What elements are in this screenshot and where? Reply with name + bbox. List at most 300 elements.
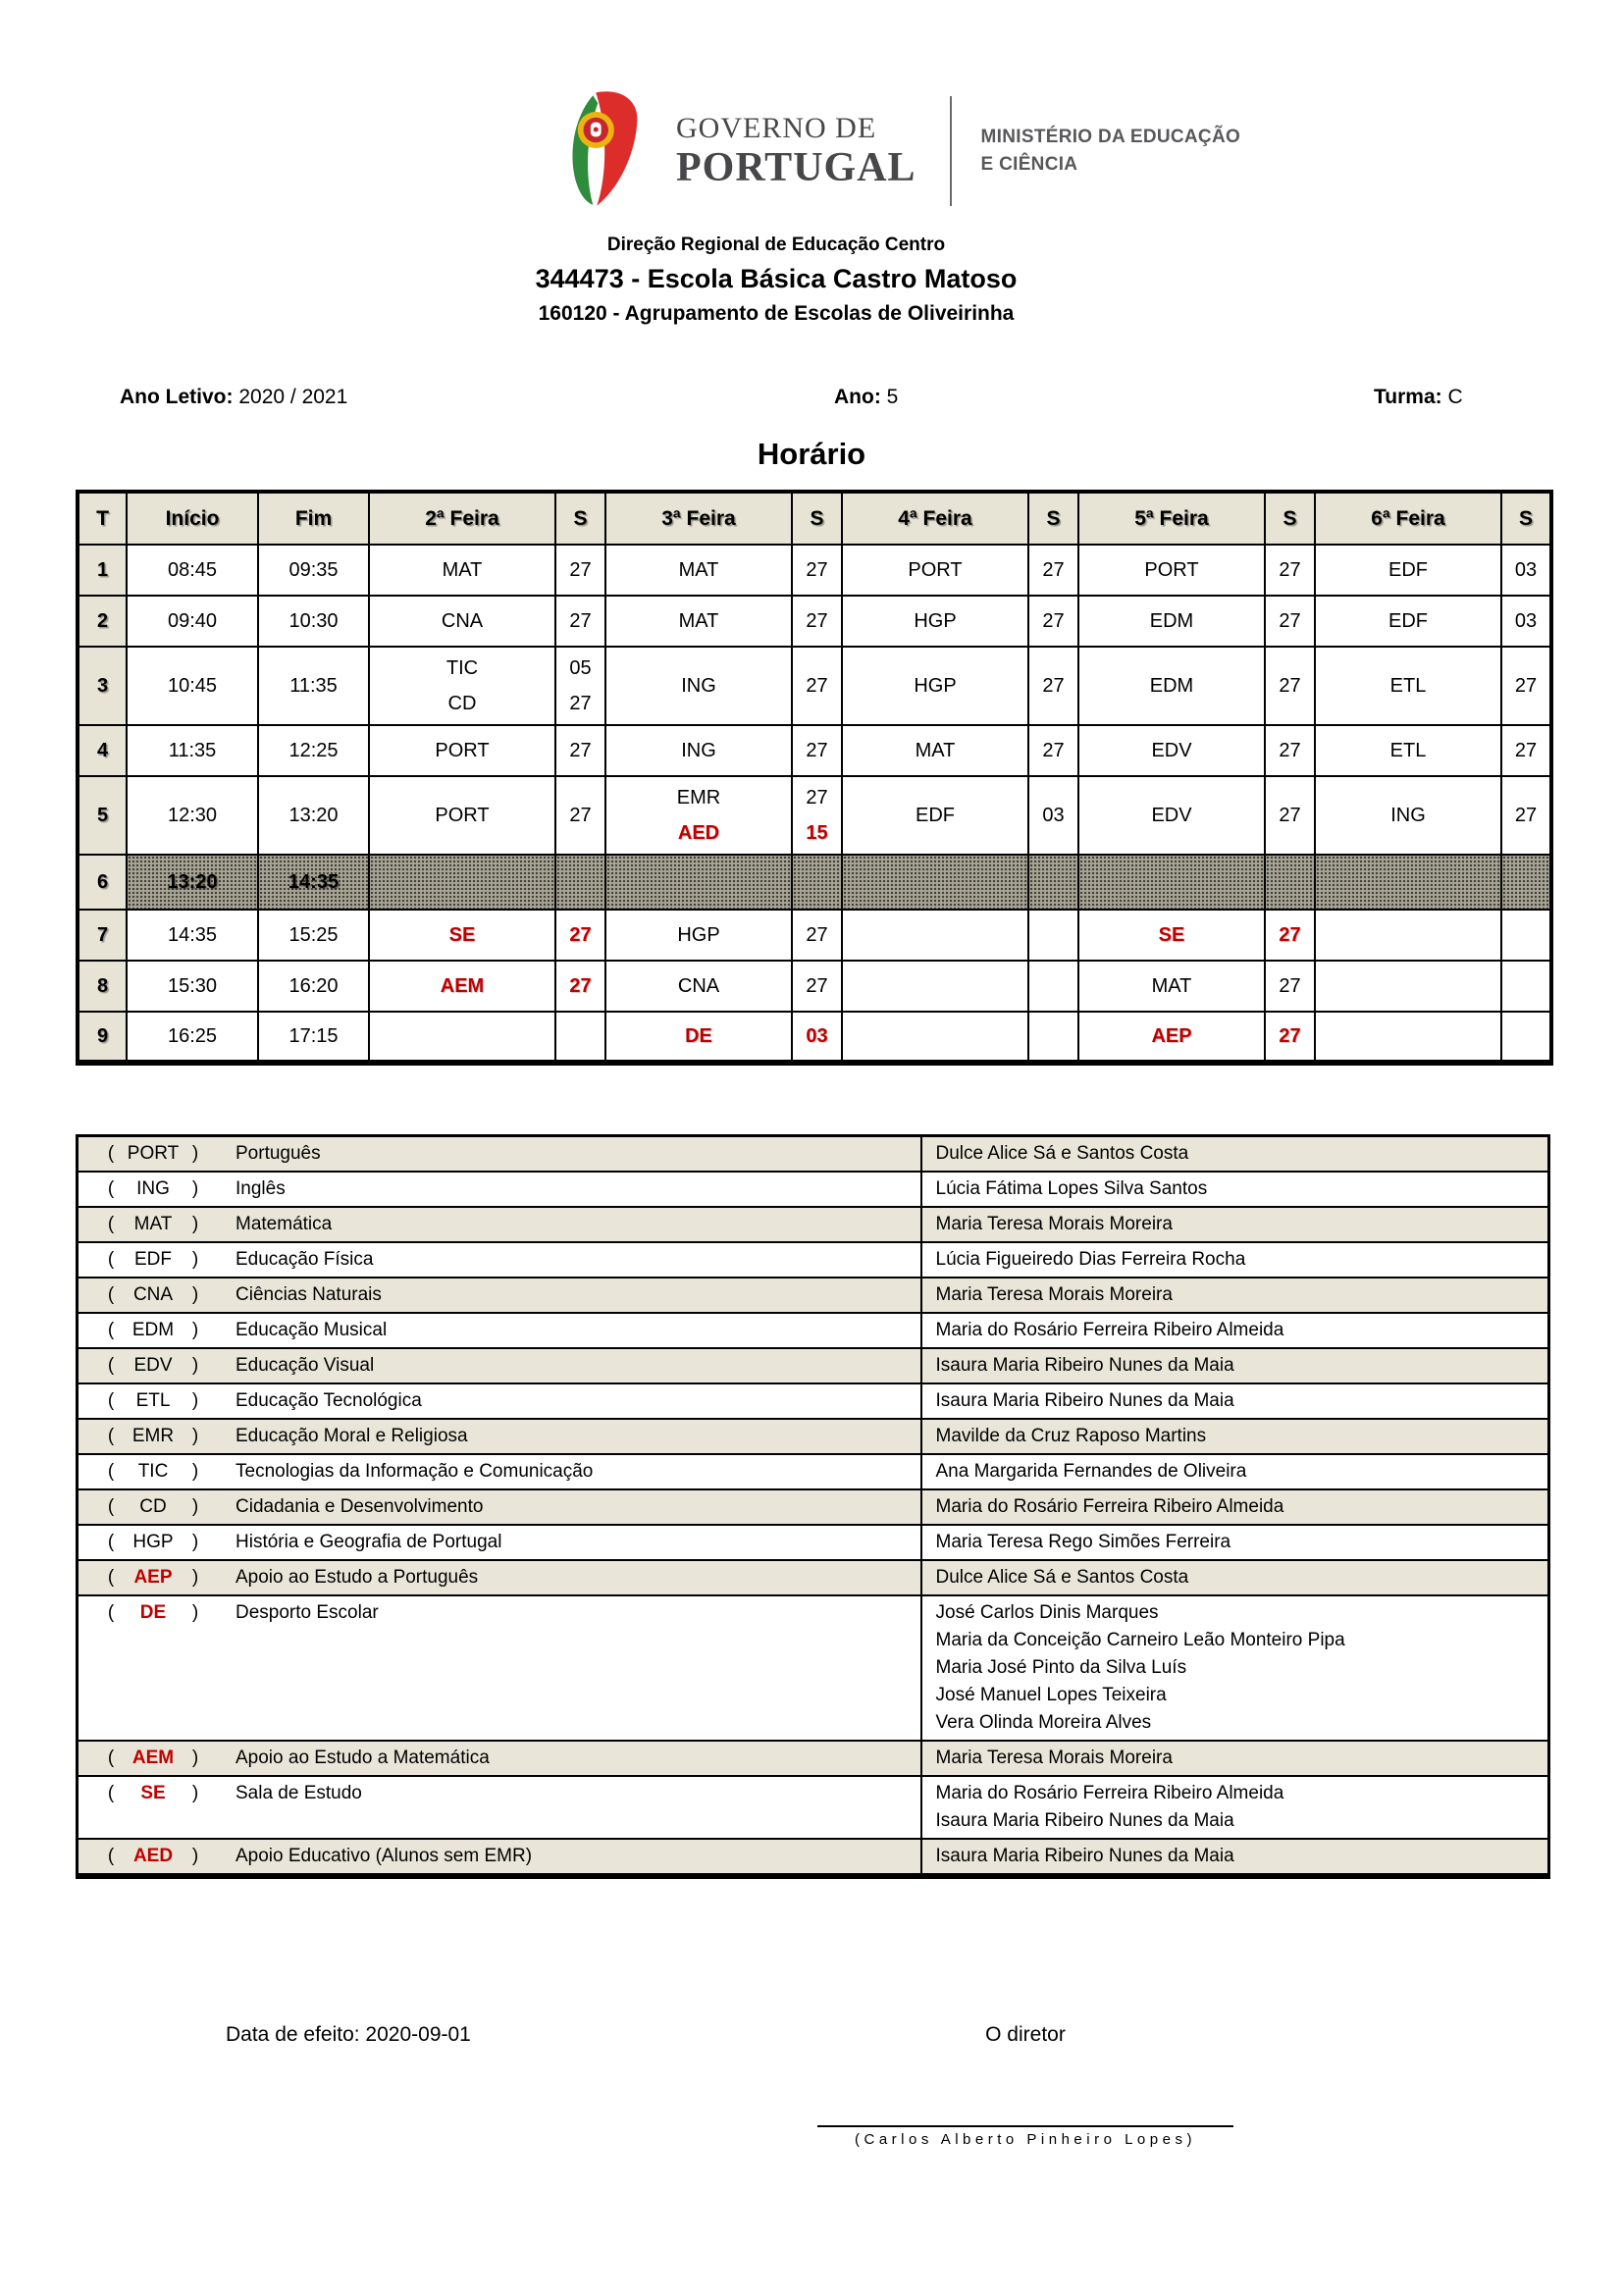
subject-entry: EDF bbox=[916, 805, 955, 827]
timetable-subject-cell bbox=[842, 647, 1028, 725]
subject-entry: 27 bbox=[1042, 559, 1065, 582]
timetable-start-time-cell: 16:25 bbox=[127, 1012, 258, 1063]
timetable-subject-cell bbox=[369, 910, 555, 961]
teacher-name: Isaura Maria Ribeiro Nunes da Maia bbox=[935, 1390, 1234, 1412]
legend-subject-cell bbox=[78, 1776, 921, 1839]
subject-entry: MAT bbox=[678, 610, 719, 633]
legend-subject-cell bbox=[78, 1383, 921, 1419]
effective-date: Data de efeito: 2020-09-01 bbox=[226, 2023, 471, 2046]
timetable-end-time-cell: 09:35 bbox=[258, 545, 369, 596]
paren-open: ( bbox=[107, 1496, 115, 1518]
timetable-room-cell bbox=[1265, 776, 1315, 855]
timetable-row bbox=[78, 910, 1551, 961]
timetable-subject-cell bbox=[1315, 725, 1501, 776]
subject-name: História e Geografia de Portugal bbox=[236, 1532, 502, 1553]
paren-close: ) bbox=[191, 1461, 199, 1483]
timetable-subject-cell bbox=[1078, 725, 1265, 776]
timetable-room-cell bbox=[1028, 596, 1078, 647]
legend-subject-cell bbox=[78, 1278, 921, 1313]
paren-open: ( bbox=[107, 1143, 115, 1165]
legend-subject-cell bbox=[78, 1595, 921, 1741]
timetable-start-time-cell: 15:30 bbox=[127, 961, 258, 1012]
timetable-room-cell bbox=[555, 725, 605, 776]
timetable-subject-cell bbox=[842, 961, 1028, 1012]
timetable-room-cell bbox=[1028, 545, 1078, 596]
paren-open: ( bbox=[107, 1249, 115, 1271]
teacher-name: Dulce Alice Sá e Santos Costa bbox=[935, 1567, 1189, 1589]
timetable-header-cell: 3ª Feira bbox=[605, 492, 792, 545]
timetable-subject-cell bbox=[369, 1012, 555, 1063]
subject-code: EDV bbox=[133, 1355, 173, 1377]
timetable-header-cell: S bbox=[792, 492, 842, 545]
legend-subject-cell bbox=[78, 1172, 921, 1207]
subject-entry: CNA bbox=[677, 975, 720, 998]
paren-close: ) bbox=[191, 1284, 199, 1306]
support-entry: 27 bbox=[1279, 1025, 1301, 1048]
timetable-room-cell bbox=[792, 776, 842, 855]
subject-entry: 27 bbox=[1514, 805, 1538, 827]
timetable-subject-cell bbox=[1078, 776, 1265, 855]
subject-entry: CD bbox=[447, 693, 477, 715]
timetable-subject-cell bbox=[1315, 776, 1501, 855]
subject-entry: 27 bbox=[806, 787, 828, 809]
subject-name: Tecnologias da Informação e Comunicação bbox=[236, 1461, 594, 1483]
timetable-period-cell: 8 bbox=[78, 961, 127, 1012]
teacher-name: Maria Teresa Morais Moreira bbox=[935, 1214, 1173, 1235]
support-entry: AED bbox=[677, 822, 720, 845]
subject-entry: PORT bbox=[435, 740, 490, 762]
subject-code: CD bbox=[139, 1496, 167, 1518]
timetable-subject-cell bbox=[1078, 961, 1265, 1012]
teacher-name: Maria Teresa Rego Simões Ferreira bbox=[935, 1532, 1231, 1553]
timetable-row bbox=[78, 596, 1551, 647]
signature-line bbox=[817, 2047, 1233, 2127]
timetable-subject-cell bbox=[605, 1012, 792, 1063]
paren-close: ) bbox=[191, 1214, 199, 1235]
timetable-room-cell bbox=[792, 725, 842, 776]
timetable-period-cell: 9 bbox=[78, 1012, 127, 1063]
legend-row bbox=[78, 1419, 1549, 1454]
support-entry: 27 bbox=[569, 975, 592, 998]
timetable-room-cell bbox=[1501, 647, 1551, 725]
timetable-subject-cell bbox=[842, 855, 1028, 910]
timetable-room-cell bbox=[1265, 855, 1315, 910]
paren-close: ) bbox=[191, 1426, 199, 1447]
timetable-subject-cell bbox=[842, 1012, 1028, 1063]
subject-entry: PORT bbox=[435, 805, 490, 827]
subject-entry: EDF bbox=[1388, 610, 1428, 633]
subject-name: Matemática bbox=[236, 1214, 333, 1235]
subject-code: AEM bbox=[131, 1748, 175, 1769]
subject-entry: EMR bbox=[676, 787, 721, 809]
timetable-room-cell bbox=[1501, 725, 1551, 776]
subject-entry: EDF bbox=[1388, 559, 1428, 582]
timetable-room-cell bbox=[1265, 961, 1315, 1012]
subject-name: Sala de Estudo bbox=[236, 1783, 362, 1804]
legend-row bbox=[78, 1136, 1549, 1173]
subject-code: MAT bbox=[133, 1214, 173, 1235]
portugal-flag-icon bbox=[564, 90, 651, 212]
subject-code: CNA bbox=[132, 1284, 174, 1306]
subject-code: ETL bbox=[135, 1390, 171, 1412]
timetable-subject-cell bbox=[1315, 545, 1501, 596]
timetable-room-cell bbox=[1028, 855, 1078, 910]
timetable-end-time-cell: 12:25 bbox=[258, 725, 369, 776]
timetable-subject-cell bbox=[1315, 647, 1501, 725]
teacher-name: Maria do Rosário Ferreira Ribeiro Almeida bbox=[935, 1320, 1284, 1341]
teacher-name: José Carlos Dinis Marques bbox=[935, 1602, 1159, 1624]
grade bbox=[834, 386, 898, 409]
timetable-room-cell bbox=[1501, 545, 1551, 596]
timetable-header-cell: S bbox=[1501, 492, 1551, 545]
subject-entry: 27 bbox=[806, 675, 828, 698]
teacher-name: Lúcia Figueiredo Dias Ferreira Rocha bbox=[935, 1249, 1246, 1271]
support-entry: 03 bbox=[806, 1025, 828, 1048]
school-name: 344473 - Escola Básica Castro Matoso bbox=[535, 263, 1018, 293]
timetable-end-time-cell: 17:15 bbox=[258, 1012, 369, 1063]
timetable-room-cell bbox=[555, 961, 605, 1012]
paren-open: ( bbox=[107, 1532, 115, 1553]
timetable-subject-cell bbox=[842, 910, 1028, 961]
legend-row bbox=[78, 1741, 1549, 1776]
legend-teacher-cell bbox=[921, 1595, 1549, 1741]
timetable-subject-cell bbox=[842, 596, 1028, 647]
timetable-start-time-cell: 14:35 bbox=[127, 910, 258, 961]
subject-code: EDF bbox=[134, 1249, 172, 1271]
subject-code: ING bbox=[136, 1178, 170, 1200]
subject-entry: ETL bbox=[1389, 675, 1427, 698]
subject-entry: 27 bbox=[569, 610, 592, 633]
legend-teacher-cell bbox=[921, 1383, 1549, 1419]
timetable-header-cell: S bbox=[555, 492, 605, 545]
timetable-header-cell: 4ª Feira bbox=[842, 492, 1028, 545]
timetable-room-cell bbox=[792, 596, 842, 647]
paren-close: ) bbox=[191, 1748, 199, 1769]
director-label: O diretor bbox=[985, 2023, 1066, 2046]
legend-subject-cell bbox=[78, 1741, 921, 1776]
subject-entry: 27 bbox=[1279, 559, 1301, 582]
legend-teacher-cell bbox=[921, 1489, 1549, 1525]
school-year-label: Ano Letivo: bbox=[120, 386, 234, 409]
subject-entry: 27 bbox=[1514, 740, 1538, 762]
paren-open: ( bbox=[107, 1783, 115, 1804]
legend-subject-cell bbox=[78, 1313, 921, 1348]
subject-entry: 27 bbox=[1042, 675, 1065, 698]
subject-entry: 27 bbox=[806, 924, 828, 947]
subject-entry: 27 bbox=[806, 610, 828, 633]
subject-code: SE bbox=[140, 1783, 166, 1804]
paren-open: ( bbox=[107, 1426, 115, 1447]
timetable-room-cell bbox=[555, 545, 605, 596]
paren-open: ( bbox=[107, 1214, 115, 1235]
subject-name: Ciências Naturais bbox=[236, 1284, 382, 1306]
legend-teacher-cell bbox=[921, 1207, 1549, 1242]
timetable-start-time-cell: 12:30 bbox=[127, 776, 258, 855]
timetable-end-time-cell: 15:25 bbox=[258, 910, 369, 961]
paren-close: ) bbox=[191, 1178, 199, 1200]
subject-code: EDM bbox=[131, 1320, 175, 1341]
legend-teacher-cell bbox=[921, 1776, 1549, 1839]
paren-close: ) bbox=[191, 1320, 199, 1341]
subject-entry: 27 bbox=[806, 559, 828, 582]
paren-close: ) bbox=[191, 1783, 199, 1804]
subject-code: EMR bbox=[131, 1426, 175, 1447]
timetable-header-cell: T bbox=[78, 492, 127, 545]
support-entry: SE bbox=[1158, 924, 1185, 947]
subject-entry: EDV bbox=[1151, 740, 1192, 762]
legend-teacher-cell bbox=[921, 1525, 1549, 1560]
subject-entry: ING bbox=[681, 675, 716, 698]
timetable-room-cell bbox=[555, 596, 605, 647]
logo-divider bbox=[950, 96, 952, 206]
subject-entry: MAT bbox=[442, 559, 483, 582]
paren-open: ( bbox=[107, 1748, 115, 1769]
paren-open: ( bbox=[107, 1284, 115, 1306]
timetable-subject-cell bbox=[1078, 647, 1265, 725]
teacher-name: Maria José Pinto da Silva Luís bbox=[935, 1657, 1187, 1679]
timetable-row bbox=[78, 725, 1551, 776]
timetable-start-time-cell: 11:35 bbox=[127, 725, 258, 776]
timetable-header-cell: S bbox=[1265, 492, 1315, 545]
timetable-subject-cell bbox=[1315, 910, 1501, 961]
legend-row bbox=[78, 1242, 1549, 1278]
subject-code: AED bbox=[132, 1846, 174, 1867]
legend-row bbox=[78, 1172, 1549, 1207]
teacher-name: Mavilde da Cruz Raposo Martins bbox=[935, 1426, 1207, 1447]
legend-row bbox=[78, 1383, 1549, 1419]
class-value: C bbox=[1447, 386, 1463, 409]
teacher-name: Isaura Maria Ribeiro Nunes da Maia bbox=[935, 1355, 1234, 1377]
paren-close: ) bbox=[191, 1602, 199, 1624]
subject-entry: 27 bbox=[1279, 675, 1301, 698]
subject-entry: 27 bbox=[569, 740, 592, 762]
timetable-row bbox=[78, 545, 1551, 596]
timetable-subject-cell bbox=[842, 725, 1028, 776]
timetable-room-cell bbox=[1265, 596, 1315, 647]
timetable-subject-cell bbox=[605, 596, 792, 647]
timetable-subject-cell bbox=[1315, 596, 1501, 647]
legend-subject-cell bbox=[78, 1560, 921, 1595]
teacher-name: Maria do Rosário Ferreira Ribeiro Almeida bbox=[935, 1783, 1284, 1804]
subject-name: Apoio ao Estudo a Matemática bbox=[236, 1748, 490, 1769]
subject-entry: 27 bbox=[1279, 610, 1301, 633]
timetable-room-cell bbox=[792, 1012, 842, 1063]
subject-name: Desporto Escolar bbox=[236, 1602, 379, 1624]
support-entry: AEP bbox=[1151, 1025, 1192, 1048]
subject-name: Cidadania e Desenvolvimento bbox=[236, 1496, 484, 1518]
teacher-name: Maria Teresa Morais Moreira bbox=[935, 1284, 1173, 1306]
timetable-start-time-cell: 09:40 bbox=[127, 596, 258, 647]
teacher-name: Dulce Alice Sá e Santos Costa bbox=[935, 1143, 1189, 1165]
legend-subject-cell bbox=[78, 1419, 921, 1454]
timetable-end-time-cell: 10:30 bbox=[258, 596, 369, 647]
legend-row bbox=[78, 1560, 1549, 1595]
timetable-subject-cell bbox=[369, 776, 555, 855]
subject-name: Português bbox=[236, 1143, 321, 1165]
timetable-period-cell: 6 bbox=[78, 855, 127, 910]
legend-teacher-cell bbox=[921, 1560, 1549, 1595]
subject-name: Educação Musical bbox=[236, 1320, 388, 1341]
timetable-room-cell bbox=[1028, 910, 1078, 961]
support-entry: 27 bbox=[1279, 924, 1301, 947]
timetable-subject-cell bbox=[369, 961, 555, 1012]
timetable-room-cell bbox=[1501, 776, 1551, 855]
subject-entry: 03 bbox=[1042, 805, 1065, 827]
subject-code: AEP bbox=[133, 1567, 173, 1589]
school-year bbox=[120, 386, 347, 409]
ministry-line1: MINISTÉRIO DA EDUCAÇÃO bbox=[980, 127, 1241, 148]
timetable-row bbox=[78, 961, 1551, 1012]
legend-row bbox=[78, 1839, 1549, 1876]
subject-name: Inglês bbox=[236, 1178, 286, 1200]
subject-entry: 27 bbox=[569, 805, 592, 827]
timetable-subject-cell bbox=[1315, 855, 1501, 910]
grade-value: 5 bbox=[886, 386, 899, 409]
timetable-subject-cell bbox=[842, 545, 1028, 596]
subject-entry: PORT bbox=[1144, 559, 1199, 582]
timetable-row bbox=[78, 855, 1551, 910]
teacher-name: Maria Teresa Morais Moreira bbox=[935, 1748, 1173, 1769]
legend-teacher-cell bbox=[921, 1278, 1549, 1313]
support-entry: SE bbox=[448, 924, 476, 947]
support-entry: 27 bbox=[569, 924, 592, 947]
legend-row bbox=[78, 1207, 1549, 1242]
teacher-name: Isaura Maria Ribeiro Nunes da Maia bbox=[935, 1810, 1234, 1832]
timetable-start-time-cell: 10:45 bbox=[127, 647, 258, 725]
subject-entry: EDM bbox=[1149, 675, 1194, 698]
paren-close: ) bbox=[191, 1532, 199, 1553]
timetable-row bbox=[78, 1012, 1551, 1063]
governo-de-portugal-wordmark bbox=[676, 113, 916, 189]
subject-entry: 27 bbox=[1279, 975, 1301, 998]
timetable-end-time-cell: 16:20 bbox=[258, 961, 369, 1012]
subject-entry: HGP bbox=[914, 675, 957, 698]
timetable-room-cell bbox=[1265, 725, 1315, 776]
school-cluster: 160120 - Agrupamento de Escolas de Oliveirinha bbox=[538, 301, 1015, 325]
timetable-room-cell bbox=[1265, 1012, 1315, 1063]
legend-row bbox=[78, 1489, 1549, 1525]
timetable-period-cell: 1 bbox=[78, 545, 127, 596]
timetable-row bbox=[78, 647, 1551, 725]
timetable-subject-cell bbox=[1078, 855, 1265, 910]
subject-entry: EDM bbox=[1149, 610, 1194, 633]
subject-entry: 27 bbox=[569, 559, 592, 582]
timetable-subject-cell bbox=[369, 725, 555, 776]
paren-open: ( bbox=[107, 1602, 115, 1624]
timetable bbox=[76, 490, 1553, 1066]
legend-teacher-cell bbox=[921, 1419, 1549, 1454]
paren-close: ) bbox=[191, 1249, 199, 1271]
legend-row bbox=[78, 1776, 1549, 1839]
subject-entry: 27 bbox=[569, 693, 592, 715]
legend-subject-cell bbox=[78, 1489, 921, 1525]
paren-open: ( bbox=[107, 1178, 115, 1200]
timetable-room-cell bbox=[1265, 545, 1315, 596]
subject-entry: 27 bbox=[1042, 610, 1065, 633]
timetable-start-time-cell: 13:20 bbox=[127, 855, 258, 910]
timetable-room-cell bbox=[792, 647, 842, 725]
timetable-body bbox=[78, 545, 1551, 1063]
timetable-subject-cell bbox=[1078, 1012, 1265, 1063]
subject-entry: 27 bbox=[806, 975, 828, 998]
support-entry: AEM bbox=[440, 975, 485, 998]
timetable-room-cell bbox=[1501, 855, 1551, 910]
legend-subject-cell bbox=[78, 1242, 921, 1278]
timetable-subject-cell bbox=[605, 776, 792, 855]
subject-entry: MAT bbox=[915, 740, 956, 762]
paren-close: ) bbox=[191, 1355, 199, 1377]
legend-teacher-cell bbox=[921, 1313, 1549, 1348]
timetable-room-cell bbox=[792, 545, 842, 596]
timetable-period-cell: 5 bbox=[78, 776, 127, 855]
timetable-room-cell bbox=[555, 647, 605, 725]
timetable-subject-cell bbox=[1078, 910, 1265, 961]
timetable-period-cell: 7 bbox=[78, 910, 127, 961]
legend-teacher-cell bbox=[921, 1136, 1549, 1173]
legend-subject-cell bbox=[78, 1525, 921, 1560]
timetable-room-cell bbox=[792, 910, 842, 961]
subject-code: HGP bbox=[132, 1532, 174, 1553]
wordmark-line1: GOVERNO DE bbox=[676, 112, 877, 145]
legend-subject-cell bbox=[78, 1454, 921, 1489]
subject-entry: EDV bbox=[1151, 805, 1192, 827]
signature-block bbox=[817, 2023, 1233, 2148]
timetable-room-cell bbox=[555, 910, 605, 961]
timetable-room-cell bbox=[555, 855, 605, 910]
class-label: Turma: bbox=[1374, 386, 1442, 409]
timetable-subject-cell bbox=[842, 776, 1028, 855]
timetable-subject-cell bbox=[605, 545, 792, 596]
timetable-end-time-cell: 11:35 bbox=[258, 647, 369, 725]
paren-close: ) bbox=[191, 1567, 199, 1589]
paren-open: ( bbox=[107, 1320, 115, 1341]
paren-open: ( bbox=[107, 1390, 115, 1412]
timetable-subject-cell bbox=[605, 725, 792, 776]
subject-entry: CNA bbox=[441, 610, 484, 633]
paren-close: ) bbox=[191, 1390, 199, 1412]
subject-code: PORT bbox=[127, 1143, 180, 1165]
teacher-name: Vera Olinda Moreira Alves bbox=[935, 1712, 1152, 1734]
support-entry: 15 bbox=[806, 822, 828, 845]
subject-entry: 27 bbox=[1279, 740, 1301, 762]
school-year-value: 2020 / 2021 bbox=[238, 386, 348, 409]
timetable-subject-cell bbox=[605, 855, 792, 910]
legend-body bbox=[78, 1136, 1549, 1877]
class bbox=[1374, 386, 1463, 409]
paren-open: ( bbox=[107, 1567, 115, 1589]
subject-name: Educação Física bbox=[236, 1249, 374, 1271]
timetable-room-cell bbox=[1028, 725, 1078, 776]
legend-subject-cell bbox=[78, 1136, 921, 1173]
subject-entry: 27 bbox=[1514, 675, 1538, 698]
legend-teacher-cell bbox=[921, 1242, 1549, 1278]
teacher-name: Isaura Maria Ribeiro Nunes da Maia bbox=[935, 1846, 1234, 1867]
timetable-room-cell bbox=[792, 961, 842, 1012]
timetable-subject-cell bbox=[369, 855, 555, 910]
subject-entry: 05 bbox=[569, 657, 592, 680]
timetable-end-time-cell: 13:20 bbox=[258, 776, 369, 855]
subject-name: Apoio Educativo (Alunos sem EMR) bbox=[236, 1846, 533, 1867]
meta-row bbox=[0, 386, 1623, 415]
timetable-header-cell: 5ª Feira bbox=[1078, 492, 1265, 545]
subject-entry: HGP bbox=[677, 924, 720, 947]
legend-subject-cell bbox=[78, 1348, 921, 1383]
legend-row bbox=[78, 1454, 1549, 1489]
wordmark-line2: PORTUGAL bbox=[676, 144, 916, 190]
subject-code: DE bbox=[139, 1602, 167, 1624]
timetable-room-cell bbox=[1501, 910, 1551, 961]
timetable-room-cell bbox=[1501, 1012, 1551, 1063]
